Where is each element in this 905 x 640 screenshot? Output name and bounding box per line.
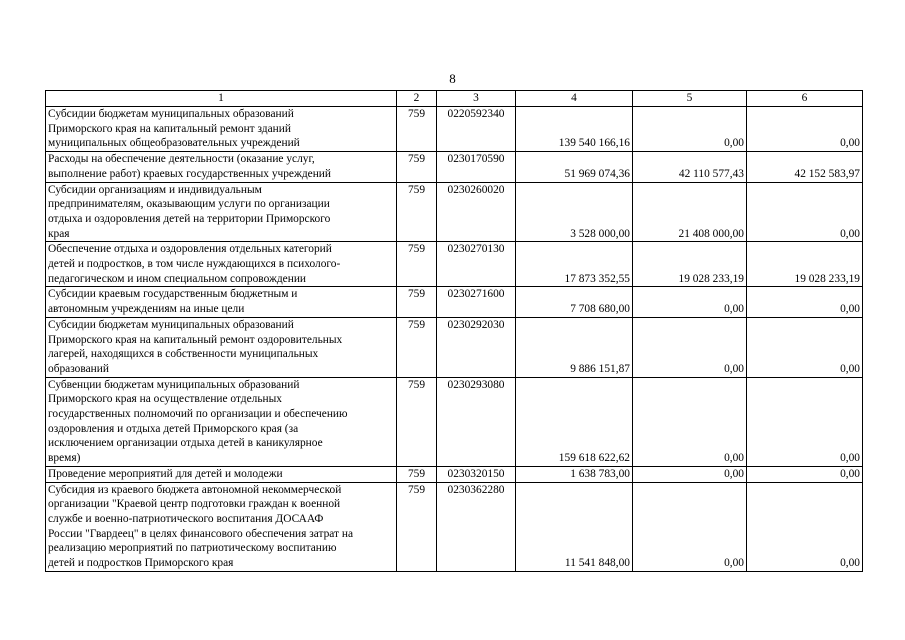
table-row	[46, 466, 863, 482]
department-code-cell: 759	[397, 377, 437, 466]
amount-col4-cell: 139 540 166,16	[516, 107, 633, 152]
expense-name-cell	[46, 482, 397, 571]
amount-col4-cell: 51 969 074,36	[516, 152, 633, 182]
target-article-code-cell: 0230320150	[437, 466, 516, 482]
department-code-cell: 759	[397, 182, 437, 242]
expense-name-line: Субсидия из краевого бюджета автономной некоммерческой	[48, 483, 342, 496]
expense-name-line: предпринимателям, оказывающим услуги по организации	[48, 198, 330, 211]
expense-name-cell	[46, 377, 397, 466]
expense-name-line: муниципальных общеобразовательных учреждений	[48, 137, 300, 150]
header-col-6: 6	[747, 91, 863, 107]
expense-name-cell	[46, 466, 397, 482]
department-code-cell: 759	[397, 107, 437, 152]
expense-name-cell	[46, 152, 397, 182]
expense-name-line: государственных полномочий по организации и обеспечению	[48, 408, 348, 421]
expense-name-line: Субсидии организациям и индивидуальным	[48, 183, 262, 196]
header-col-4: 4	[516, 91, 633, 107]
expense-name-cell	[46, 182, 397, 242]
expense-name-line: Расходы на обеспечение деятельности (оказание услуг,	[48, 153, 315, 166]
expense-name-line: России "Гвардеец" в целях финансового обеспечения затрат на	[48, 527, 354, 540]
page-number: 8	[449, 71, 456, 86]
expense-name-line: педагогическом и ином специальном сопровождении	[48, 272, 307, 285]
expense-name-line: организации "Краевой центр подготовки граждан к военной	[48, 498, 341, 511]
amount-col6-cell: 0,00	[747, 317, 863, 377]
department-code-cell: 759	[397, 152, 437, 182]
amount-col4-cell: 1 638 783,00	[516, 466, 633, 482]
expense-name-cell	[46, 287, 397, 317]
amount-col4-cell: 7 708 680,00	[516, 287, 633, 317]
table-row	[46, 242, 863, 287]
target-article-code-cell: 0230362280	[437, 482, 516, 571]
column-number-header-row	[46, 91, 863, 107]
amount-col6-cell: 0,00	[747, 107, 863, 152]
department-code-cell: 759	[397, 287, 437, 317]
expense-name-line: выполнение работ) краевых государственных учреждений	[48, 167, 331, 180]
target-article-code-cell: 0230270130	[437, 242, 516, 287]
table-row	[46, 482, 863, 571]
expense-name-cell	[46, 317, 397, 377]
amount-col4-cell: 9 886 151,87	[516, 317, 633, 377]
amount-col5-cell: 42 110 577,43	[633, 152, 747, 182]
expense-name-line: отдыха и оздоровления детей на территории Приморского	[48, 212, 331, 225]
expense-name-line: Субсидии бюджетам муниципальных образований	[48, 108, 294, 120]
expense-name-line: детей и подростков, в том числе нуждающихся в психолого-	[48, 258, 341, 271]
table-row	[46, 107, 863, 152]
amount-col6-cell: 0,00	[747, 377, 863, 466]
amount-col6-cell: 42 152 583,97	[747, 152, 863, 182]
expense-name-line: Субсидии краевым государственным бюджетным и	[48, 288, 298, 301]
amount-col4-cell: 159 618 622,62	[516, 377, 633, 466]
expense-name-line: Обеспечение отдыха и оздоровления отдельных категорий	[48, 243, 332, 256]
header-col-1: 1	[46, 91, 397, 107]
department-code-cell: 759	[397, 317, 437, 377]
amount-col6-cell: 0,00	[747, 466, 863, 482]
target-article-code-cell: 0230271600	[437, 287, 516, 317]
expense-name-line: Приморского края на капитальный ремонт оздоровительных	[48, 333, 343, 346]
expense-name-line: Субсидии бюджетам муниципальных образований	[48, 318, 294, 331]
expense-name-line: исключением организации отдыха детей в каникулярное	[48, 437, 323, 450]
table-row	[46, 377, 863, 466]
expense-name-line: время)	[48, 452, 81, 465]
expense-name-cell	[46, 107, 397, 152]
expense-name-line: детей и подростков Приморского края	[48, 557, 234, 570]
department-code-cell: 759	[397, 466, 437, 482]
table-row	[46, 152, 863, 182]
amount-col5-cell: 0,00	[633, 317, 747, 377]
amount-col4-cell: 11 541 848,00	[516, 482, 633, 571]
budget-table	[45, 90, 863, 572]
amount-col5-cell: 21 408 000,00	[633, 182, 747, 242]
amount-col6-cell: 0,00	[747, 182, 863, 242]
amount-col5-cell: 0,00	[633, 482, 747, 571]
expense-name-line: автономным учреждениям на иные цели	[48, 303, 245, 316]
header-col-2: 2	[397, 91, 437, 107]
target-article-code-cell: 0230293080	[437, 377, 516, 466]
target-article-code-cell: 0220592340	[437, 107, 516, 152]
expense-name-line: Субвенции бюджетам муниципальных образований	[48, 378, 300, 391]
department-code-cell: 759	[397, 482, 437, 571]
expense-name-line: края	[48, 227, 70, 240]
target-article-code-cell: 0230260020	[437, 182, 516, 242]
amount-col5-cell: 0,00	[633, 466, 747, 482]
budget-table-body	[46, 91, 863, 572]
target-article-code-cell: 0230292030	[437, 317, 516, 377]
amount-col5-cell: 0,00	[633, 107, 747, 152]
expense-name-line: службе и военно-патриотического воспитания ДОСААФ	[48, 512, 324, 525]
expense-name-line: Приморского края на осуществление отдельных	[48, 393, 282, 406]
expense-name-line: Проведение мероприятий для детей и молодежи	[48, 467, 283, 480]
table-row	[46, 317, 863, 377]
header-col-5: 5	[633, 91, 747, 107]
expense-name-line: реализацию мероприятий по патриотическому воспитанию	[48, 542, 337, 555]
amount-col6-cell: 19 028 233,19	[747, 242, 863, 287]
department-code-cell: 759	[397, 242, 437, 287]
amount-col5-cell: 0,00	[633, 287, 747, 317]
header-col-3: 3	[437, 91, 516, 107]
expense-name-line: Приморского края на капитальный ремонт зданий	[48, 122, 291, 135]
table-row	[46, 287, 863, 317]
target-article-code-cell: 0230170590	[437, 152, 516, 182]
amount-col4-cell: 17 873 352,55	[516, 242, 633, 287]
amount-col5-cell: 19 028 233,19	[633, 242, 747, 287]
amount-col6-cell: 0,00	[747, 287, 863, 317]
amount-col6-cell: 0,00	[747, 482, 863, 571]
expense-name-line: оздоровления и отдыха детей Приморского края (за	[48, 422, 299, 435]
amount-col4-cell: 3 528 000,00	[516, 182, 633, 242]
expense-name-line: лагерей, находящихся в собственности муниципальных	[48, 348, 319, 361]
table-row	[46, 182, 863, 242]
expense-name-cell	[46, 242, 397, 287]
expense-name-line: образований	[48, 362, 109, 375]
amount-col5-cell: 0,00	[633, 377, 747, 466]
